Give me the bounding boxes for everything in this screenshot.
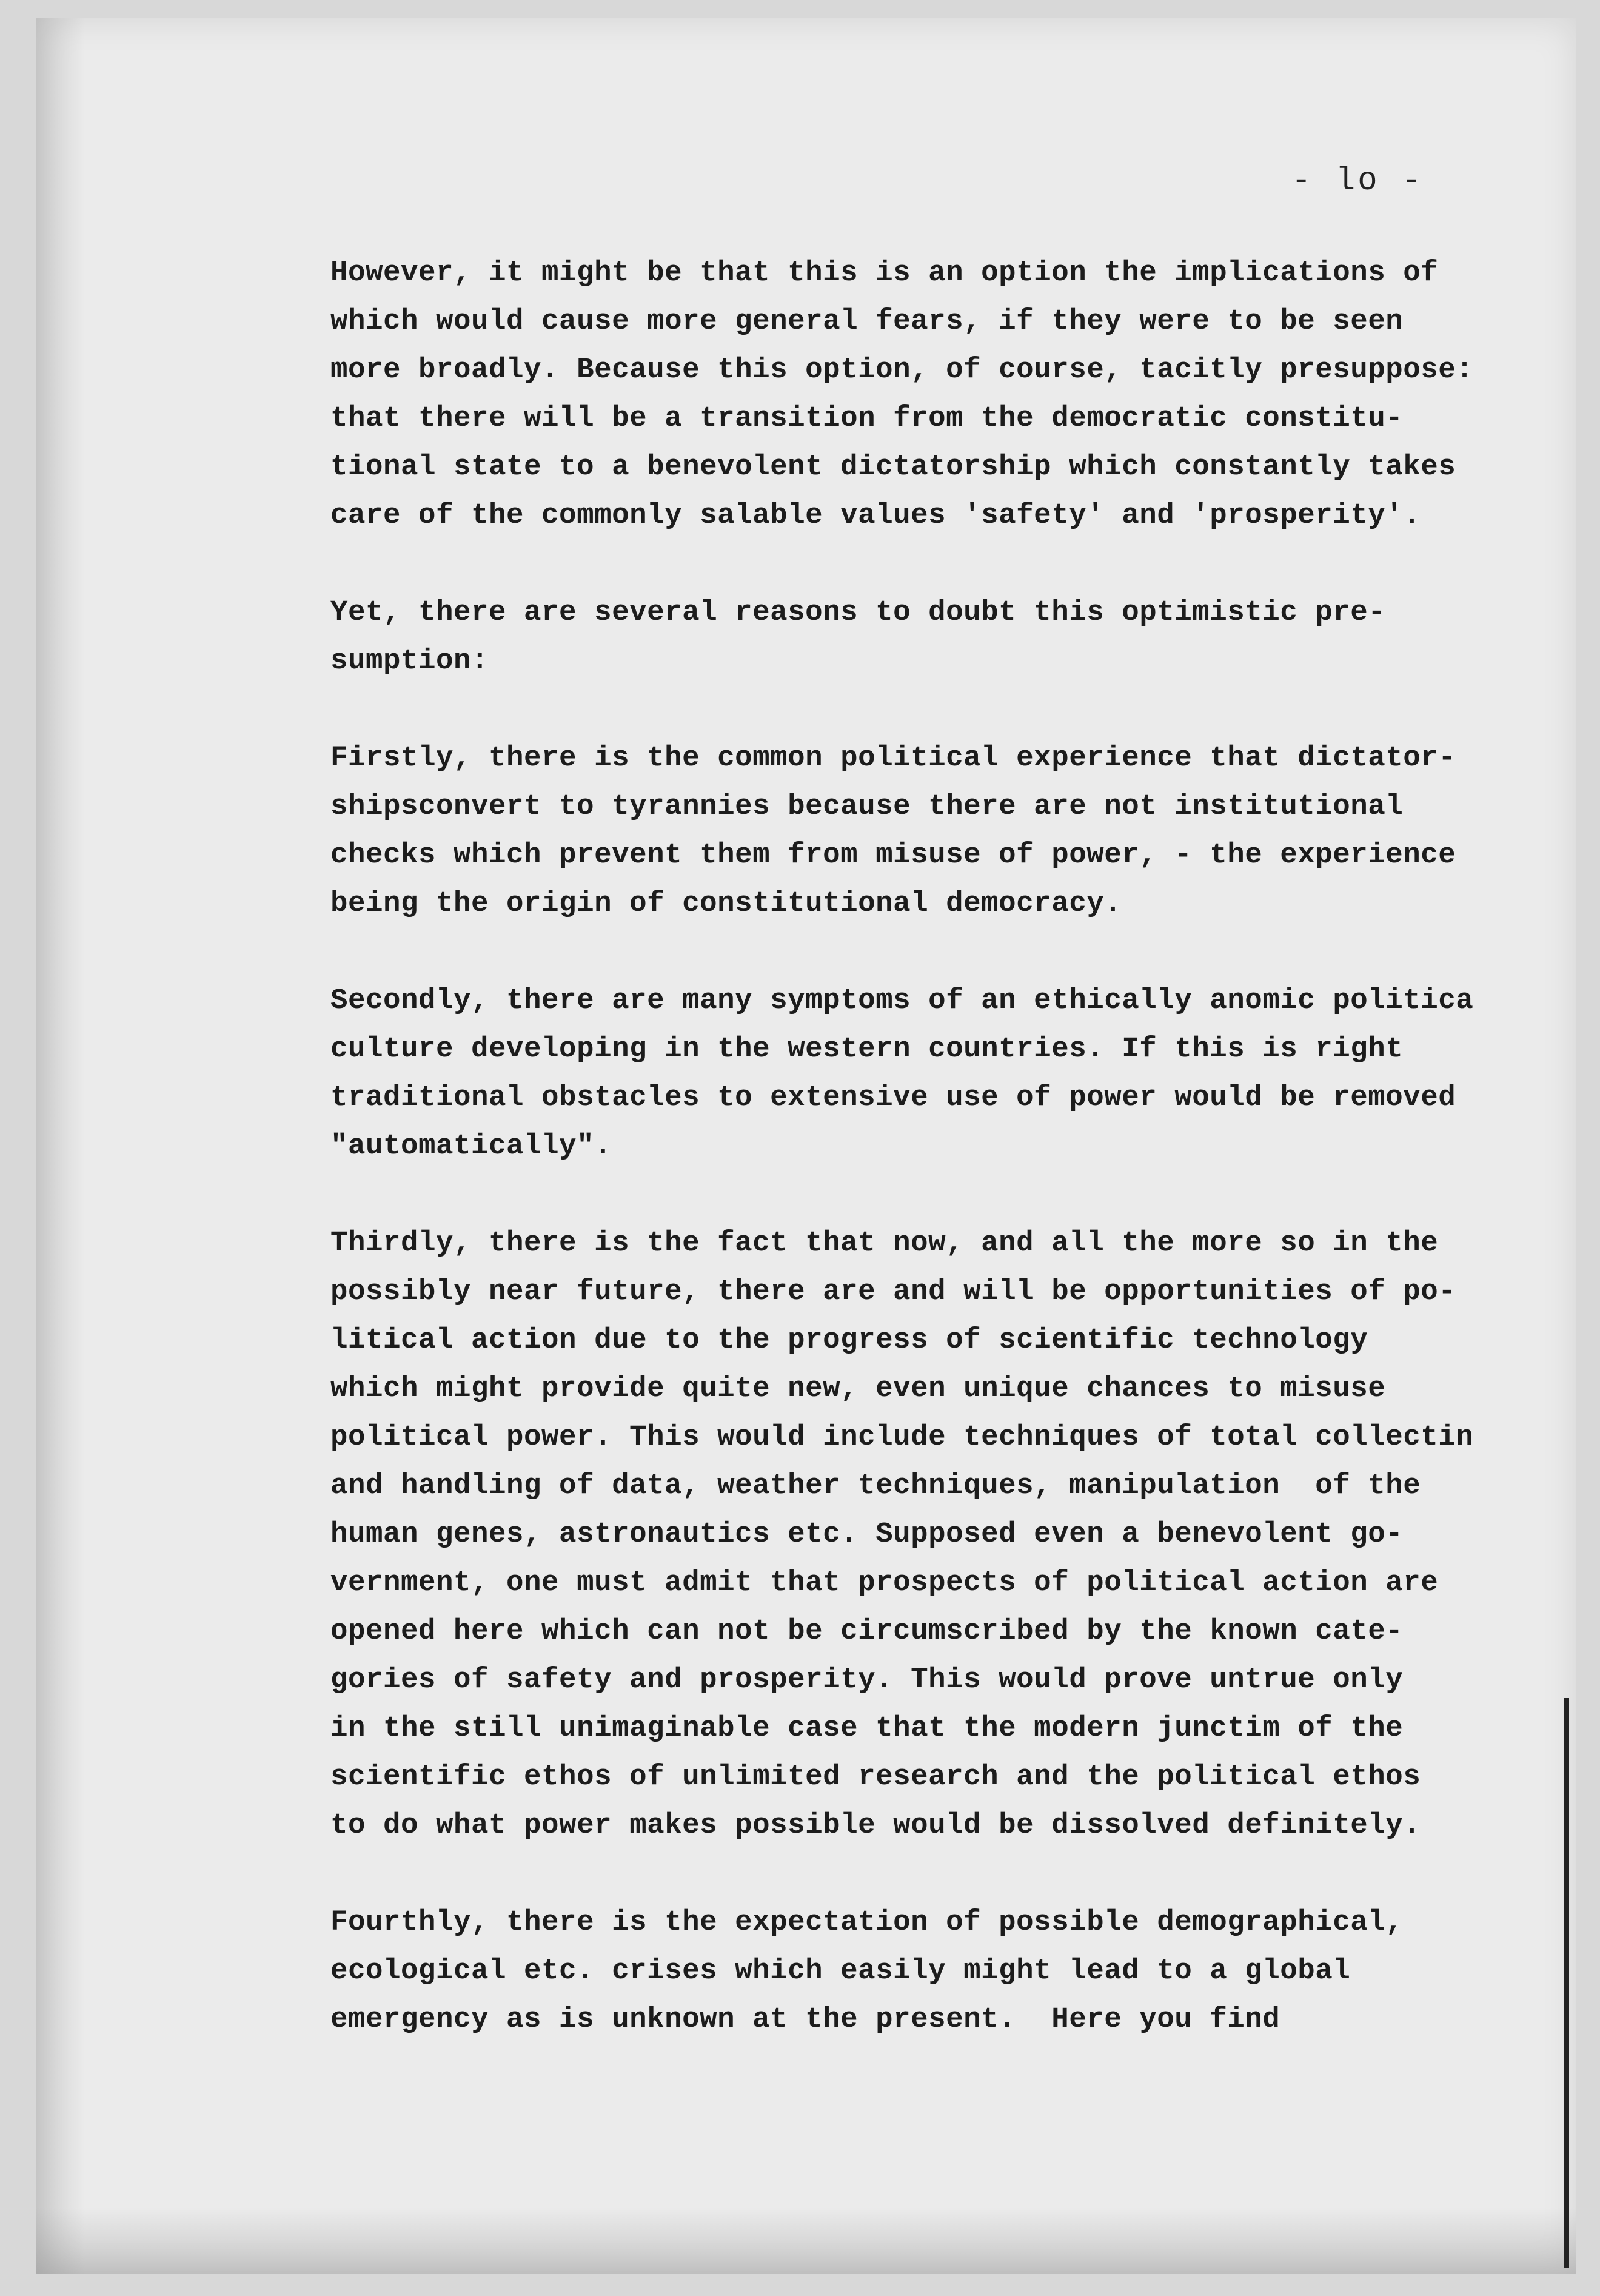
text-line: political power. This would include techniques of total collectin	[330, 1421, 1474, 1454]
text-line: which might provide quite new, even unique chances to misuse	[330, 1372, 1386, 1405]
text-line: shipsconvert to tyrannies because there are not institutional	[330, 790, 1404, 823]
text-line: which would cause more general fears, if they were to be seen	[330, 305, 1404, 338]
text-line: being the origin of constitutional democracy.	[330, 887, 1122, 920]
text-line: Firstly, there is the common political experience that dictator-	[330, 742, 1456, 774]
typewritten-body	[330, 249, 1573, 2092]
text-line: litical action due to the progress of scientific technology	[330, 1324, 1368, 1357]
text-line: emergency as is unknown at the present. Here you find	[330, 2003, 1280, 2036]
paragraph-option-fears	[330, 249, 1573, 540]
paragraph-secondly	[330, 976, 1573, 1170]
text-line: ecological etc. crises which easily might lead to a global	[330, 1955, 1351, 1987]
text-line: to do what power makes possible would be dissolved definitely.	[330, 1809, 1421, 1842]
text-line: Fourthly, there is the expectation of possible demographical,	[330, 1906, 1404, 1939]
text-line: opened here which can not be circumscribed by the known cate-	[330, 1615, 1404, 1648]
text-line: Thirdly, there is the fact that now, and all the more so in the	[330, 1227, 1439, 1260]
text-line: and handling of data, weather techniques, manipulation of the	[330, 1469, 1421, 1502]
text-line: culture developing in the western countries. If this is right	[330, 1033, 1404, 1066]
paragraph-doubt	[330, 588, 1573, 685]
text-line: tional state to a benevolent dictatorship which constantly takes	[330, 451, 1456, 483]
page-number: - lo -	[1291, 163, 1424, 200]
paragraph-fourthly	[330, 1898, 1573, 2044]
page-shadow-left	[36, 18, 85, 2274]
text-line: human genes, astronautics etc. Supposed even a benevolent go-	[330, 1518, 1404, 1551]
text-line: that there will be a transition from the democratic constitu-	[330, 402, 1404, 435]
paragraph-thirdly	[330, 1219, 1573, 1850]
text-line: scientific ethos of unlimited research and the political ethos	[330, 1761, 1421, 1793]
text-line: "automatically".	[330, 1130, 612, 1163]
text-line: Yet, there are several reasons to doubt this optimistic pre-	[330, 596, 1386, 629]
text-line: possibly near future, there are and will be opportunities of po-	[330, 1275, 1456, 1308]
text-line: care of the commonly salable values 'safety' and 'prosperity'.	[330, 499, 1421, 532]
text-line: sumption:	[330, 645, 489, 677]
text-line: vernment, one must admit that prospects of political action are	[330, 1566, 1439, 1599]
text-line: gories of safety and prosperity. This would prove untrue only	[330, 1663, 1404, 1696]
text-line: more broadly. Because this option, of course, tacitly presuppose:	[330, 354, 1474, 386]
page-shadow-bottom	[36, 2207, 1576, 2274]
text-line: However, it might be that this is an option the implications of	[330, 257, 1439, 289]
text-line: traditional obstacles to extensive use of power would be removed	[330, 1081, 1456, 1114]
text-line: checks which prevent them from misuse of power, - the experience	[330, 839, 1456, 871]
text-line: in the still unimaginable case that the modern junctim of the	[330, 1712, 1404, 1745]
paragraph-firstly	[330, 734, 1573, 928]
text-line: Secondly, there are many symptoms of an ethically anomic politica	[330, 984, 1474, 1017]
